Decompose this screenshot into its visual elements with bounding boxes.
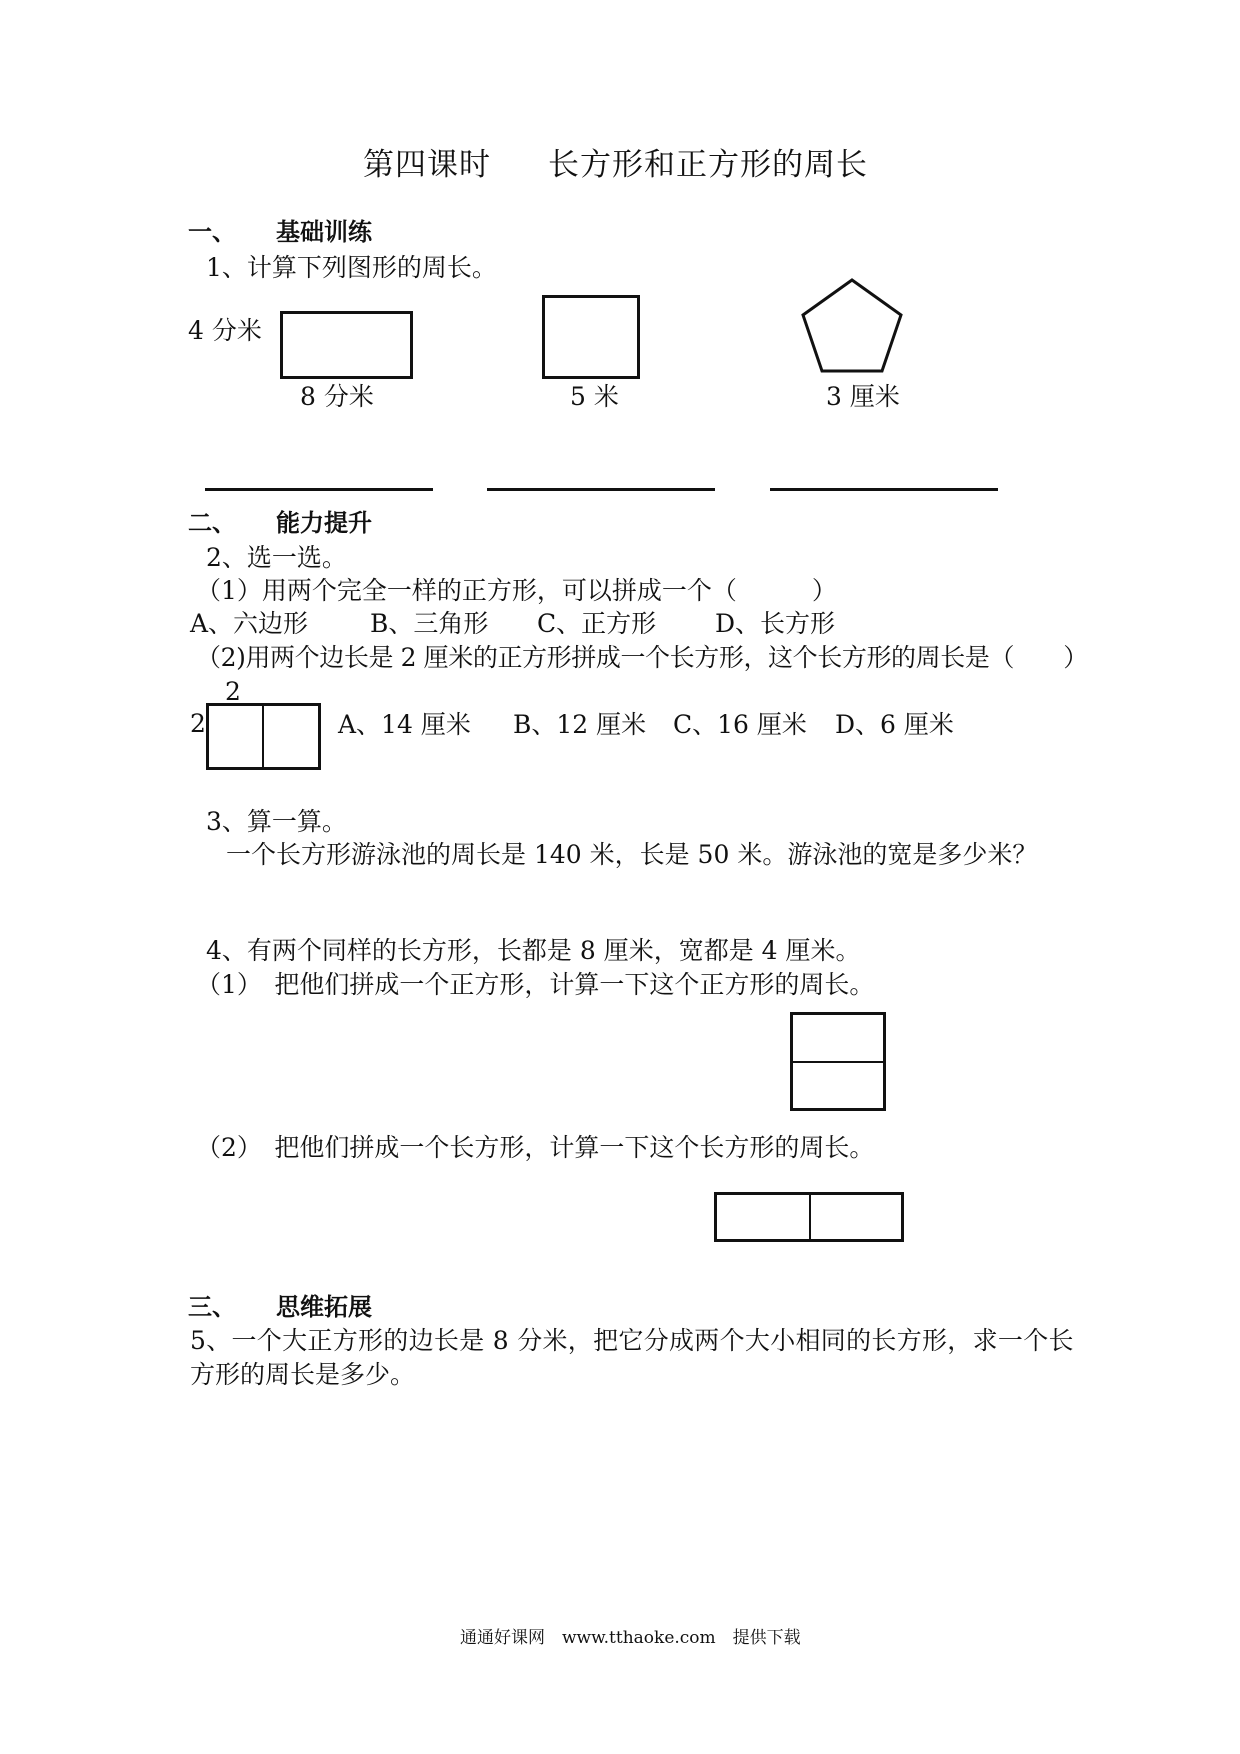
question-1: 1、计算下列图形的周长。 [206,253,497,282]
question-3-text: 一个长方形游泳池的周长是 140 米，长是 50 米。游泳池的宽是多少米？ [226,840,1038,869]
footer-credit: 通通好课网 www.tthaoke.com 提供下载 [460,1628,801,1648]
question-2: 2、选一选。 [206,543,347,572]
stacked-rectangles-figure [790,1012,886,1111]
rectangle-figure [280,311,413,379]
section2-heading: 能力提升 [276,509,372,537]
two-squares-top-label: 2 [225,677,241,706]
q2-2-option-d[interactable]: D、6 厘米 [835,710,954,739]
q2-2-option-c[interactable]: C、16 厘米 [673,710,807,739]
section2-number: 二、 [188,509,236,537]
answer-line-3[interactable] [770,488,998,491]
topic-title: 长方形和正方形的周长 [548,147,868,183]
section3-heading: 思维拓展 [276,1293,372,1321]
question-5-line-2: 方形的周长是多少。 [190,1360,416,1389]
two-squares-left-label: 2 [190,709,206,738]
rect-height-label: 4 分米 [188,316,262,345]
question-4: 4、有两个同样的长方形，长都是 8 厘米，宽都是 4 厘米。 [206,936,861,965]
q2-1-option-b[interactable]: B、三角形 [370,609,489,638]
pentagon-label: 3 厘米 [826,382,900,411]
square-figure [542,295,640,379]
question-2-2: （2)用两个边长是 2 厘米的正方形拼成一个长方形，这个长方形的周长是（ ） [196,643,1088,672]
q2-2-option-b[interactable]: B、12 厘米 [513,710,647,739]
pentagon-figure [800,278,904,374]
stacked-rectangles-divider [793,1061,883,1063]
question-5-line-1: 5、一个大正方形的边长是 8 分米，把它分成两个大小相同的长方形，求一个长 [190,1326,1074,1355]
question-4-1: （1） 把他们拼成一个正方形，计算一下这个正方形的周长。 [196,970,875,999]
question-4-2: （2） 把他们拼成一个长方形，计算一下这个长方形的周长。 [196,1133,875,1162]
section1-heading: 基础训练 [276,218,372,246]
q2-1-option-a[interactable]: A、六边形 [190,609,309,638]
answer-line-2[interactable] [487,488,715,491]
q2-1-option-c[interactable]: C、正方形 [537,609,657,638]
side-by-side-rectangles-figure [714,1192,904,1242]
two-squares-divider [262,706,264,767]
answer-line-1[interactable] [205,488,433,491]
section3-number: 三、 [188,1293,236,1321]
section1-number: 一、 [188,218,236,246]
q2-2-option-a[interactable]: A、14 厘米 [338,710,471,739]
q2-1-option-d[interactable]: D、长方形 [715,609,836,638]
rect-width-label: 8 分米 [300,382,374,411]
side-by-side-rectangles-divider [809,1195,811,1239]
question-2-1: （1）用两个完全一样的正方形，可以拼成一个（ ） [196,576,837,605]
two-squares-figure [206,703,321,770]
question-3: 3、算一算。 [206,807,347,836]
square-label: 5 米 [570,382,619,411]
lesson-title: 第四课时 [363,147,491,183]
